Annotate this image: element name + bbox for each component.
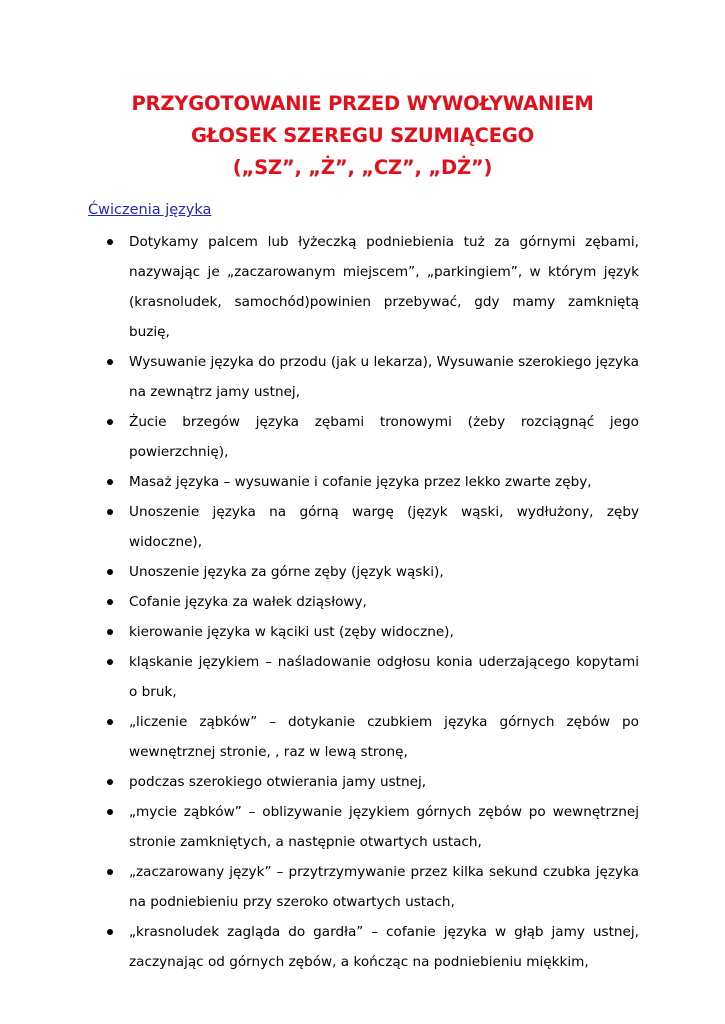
- list-item: [129, 407, 639, 467]
- list-item: [129, 647, 639, 707]
- list-item-text: Masaż języka – wysuwanie i cofanie języka przez lekko zwarte zęby,: [129, 474, 592, 490]
- list-item-text: kląskanie językiem – naśladowanie odgłosu konia uderzającego kopytami o bruk,: [129, 654, 639, 700]
- bullet-icon: [107, 659, 113, 665]
- bullet-icon: [107, 929, 113, 935]
- bullet-icon: [107, 419, 113, 425]
- list-item: [129, 857, 639, 917]
- section-heading-link[interactable]: Ćwiczenia języka: [88, 202, 212, 218]
- bullet-icon: [107, 599, 113, 605]
- list-item: [129, 587, 639, 617]
- list-item: [129, 917, 639, 977]
- list-item-text: Cofanie języka za wałek dziąsłowy,: [129, 594, 367, 610]
- list-item: [129, 707, 639, 767]
- list-item: [129, 497, 639, 557]
- bullet-icon: [107, 629, 113, 635]
- list-item: [129, 227, 639, 347]
- exercise-list: [0, 227, 725, 977]
- list-item-text: „mycie ząbków” – oblizywanie językiem górnych zębów po wewnętrznej stronie zamkniętych, a następnie otwartych ustach,: [129, 804, 639, 850]
- bullet-icon: [107, 479, 113, 485]
- title-line-3: („SZ”, „Ż”, „CZ”, „DŻ”): [232, 156, 493, 179]
- list-item-text: Unoszenie języka na górną wargę (język wąski, wydłużony, zęby widoczne),: [129, 504, 639, 550]
- list-item: [129, 467, 639, 497]
- list-item-text: Żucie brzegów języka zębami tronowymi (żeby rozciągnąć jego powierzchnię),: [129, 414, 639, 460]
- title-line-2: GŁOSEK SZEREGU SZUMIĄCEGO: [190, 124, 535, 147]
- list-item-text: podczas szerokiego otwierania jamy ustnej,: [129, 774, 427, 790]
- list-item: [129, 347, 639, 407]
- bullet-icon: [107, 239, 113, 245]
- list-item-text: Wysuwanie języka do przodu (jak u lekarza), Wysuwanie szerokiego języka na zewnątrz jamy ustnej,: [129, 354, 639, 400]
- bullet-icon: [107, 869, 113, 875]
- bullet-icon: [107, 779, 113, 785]
- title-line-1: PRZYGOTOWANIE PRZED WYWOŁYWANIEM: [131, 92, 594, 115]
- list-item: [129, 767, 639, 797]
- bullet-icon: [107, 569, 113, 575]
- list-item-text: „liczenie ząbków” – dotykanie czubkiem języka górnych zębów po wewnętrznej stronie, , raz w lewą stronę,: [129, 714, 639, 760]
- document-title: [40, 88, 685, 184]
- list-item-text: Unoszenie języka za górne zęby (język wąski),: [129, 564, 444, 580]
- list-item-text: „zaczarowany język” – przytrzymywanie przez kilka sekund czubka języka na podniebieniu przy szeroko otwartych ustach,: [129, 864, 639, 910]
- list-item: [129, 797, 639, 857]
- list-item: [129, 557, 639, 587]
- list-item-text: „krasnoludek zagląda do gardła” – cofanie języka w głąb jamy ustnej, zaczynając od górnych zębów, a kończąc na podniebieniu miękkim,: [129, 924, 639, 970]
- list-item-text: Dotykamy palcem lub łyżeczką podniebienia tuż za górnymi zębami, nazywając je „zaczarowanym miejscem”, „parkingiem”, w którym język (krasnoludek, samochód)powinien przebywać, gdy mamy zamkniętą buzię,: [129, 234, 639, 340]
- list-item-text: kierowanie języka w kąciki ust (zęby widoczne),: [129, 624, 454, 640]
- bullet-icon: [107, 509, 113, 515]
- bullet-icon: [107, 359, 113, 365]
- bullet-icon: [107, 809, 113, 815]
- list-item: [129, 617, 639, 647]
- bullet-icon: [107, 719, 113, 725]
